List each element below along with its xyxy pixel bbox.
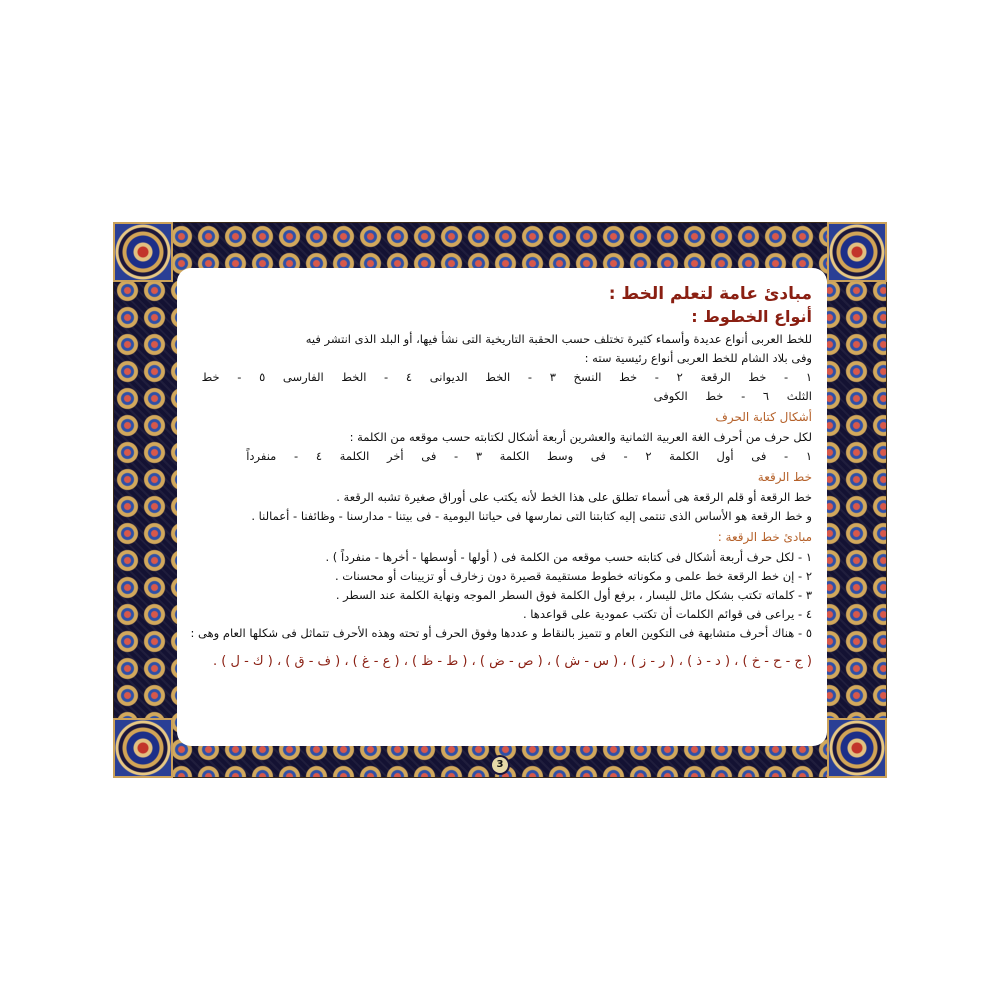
similar-letters-list: ( ج - ح - خ ) ، ( د - ذ ) ، ( ر - ز ) ، ( س - ش ) ، ( ص - ض ) ، ( ط - ظ ) ، ( ع - غ ) ، ( ف - ق ) ، ( ك - ل ) . — [213, 654, 812, 669]
corner-ornament-top-left — [113, 222, 173, 282]
paragraph-line: و خط الرقعة هو الأساس الذى تنتمى إليه كتابتنا التى نمارسها فى حياتنا اليومية - فى بيتنا - مدارسنا - وظائفنا - أعمالنا . — [251, 509, 812, 523]
section-heading-ruqaa: خط الرقعة — [757, 470, 812, 484]
section-heading-ruqaa-principles: مبادئ خط الرقعة : — [717, 530, 812, 544]
list-item: ٢ - إن خط الرقعة خط علمى و مكوناته خطوط مستقيمة قصيرة دون زخارف أو تزيينات أو محسنات . — [334, 569, 812, 583]
list-item: ٣ - كلماته تكتب بشكل مائل لليسار ، برفع أول الكلمة فوق السطر الموجه ونهاية الكلمة عند السطر . — [335, 588, 812, 602]
list-item: ١ - لكل حرف أربعة أشكال فى كتابته حسب موقعه من الكلمة فى ( أولها - أوسطها - أخرها - منفرداً ) . — [325, 550, 812, 564]
list-item: ٥ - هناك أحرف متشابهة فى التكوين العام و تتميز بالنقاط و عددها وفوق الحرف أو تحته وهذه الأحرف تتماثل فى شكلها العام وهى : — [190, 626, 812, 640]
corner-ornament-bottom-left — [113, 718, 173, 778]
corner-ornament-top-right — [827, 222, 887, 282]
page-content — [186, 278, 812, 673]
section-heading-letter-forms: أشكال كتابة الحرف — [715, 410, 812, 424]
numbered-list-line: ١ - خط الرقعة ٢ - خط النسخ ٣ - الخط الديوانى ٤ - الخط الفارسى ٥ - خط الثلث ٦ - خط الكوفى — [201, 370, 812, 403]
list-item: ٤ - يراعى فى قوائم الكلمات أن تكتب عمودية على قواعدها . — [522, 607, 812, 621]
page-title: مبادئ عامة لتعلم الخط : — [608, 284, 812, 304]
paragraph-line: للخط العربى أنواع عديدة وأسماء كثيرة تختلف حسب الحقبة التاريخية التى نشأ فيها، أو البلد الذى انتشر فيه — [305, 332, 812, 346]
paragraph-line: لكل حرف من أحرف الغة العربية الثمانية والعشرين أربعة أشكال لكتابته حسب موقعه من الكلمة : — [349, 430, 812, 444]
numbered-list-line: ١ - فى أول الكلمة ٢ - فى وسط الكلمة ٣ - فى أخر الكلمة ٤ - منفرداً — [246, 449, 812, 463]
section-heading-types: أنواع الخطوط : — [691, 307, 812, 326]
page-number: 3 — [492, 757, 508, 773]
paragraph-line: خط الرقعة أو قلم الرقعة هى أسماء تطلق على هذا الخط لأنه يكتب على أوراق صغيرة تشبه الرقعة . — [336, 490, 812, 504]
corner-ornament-bottom-right — [827, 718, 887, 778]
paragraph-line: وفى بلاد الشام للخط العربى أنواع رئيسية سته : — [584, 351, 812, 365]
